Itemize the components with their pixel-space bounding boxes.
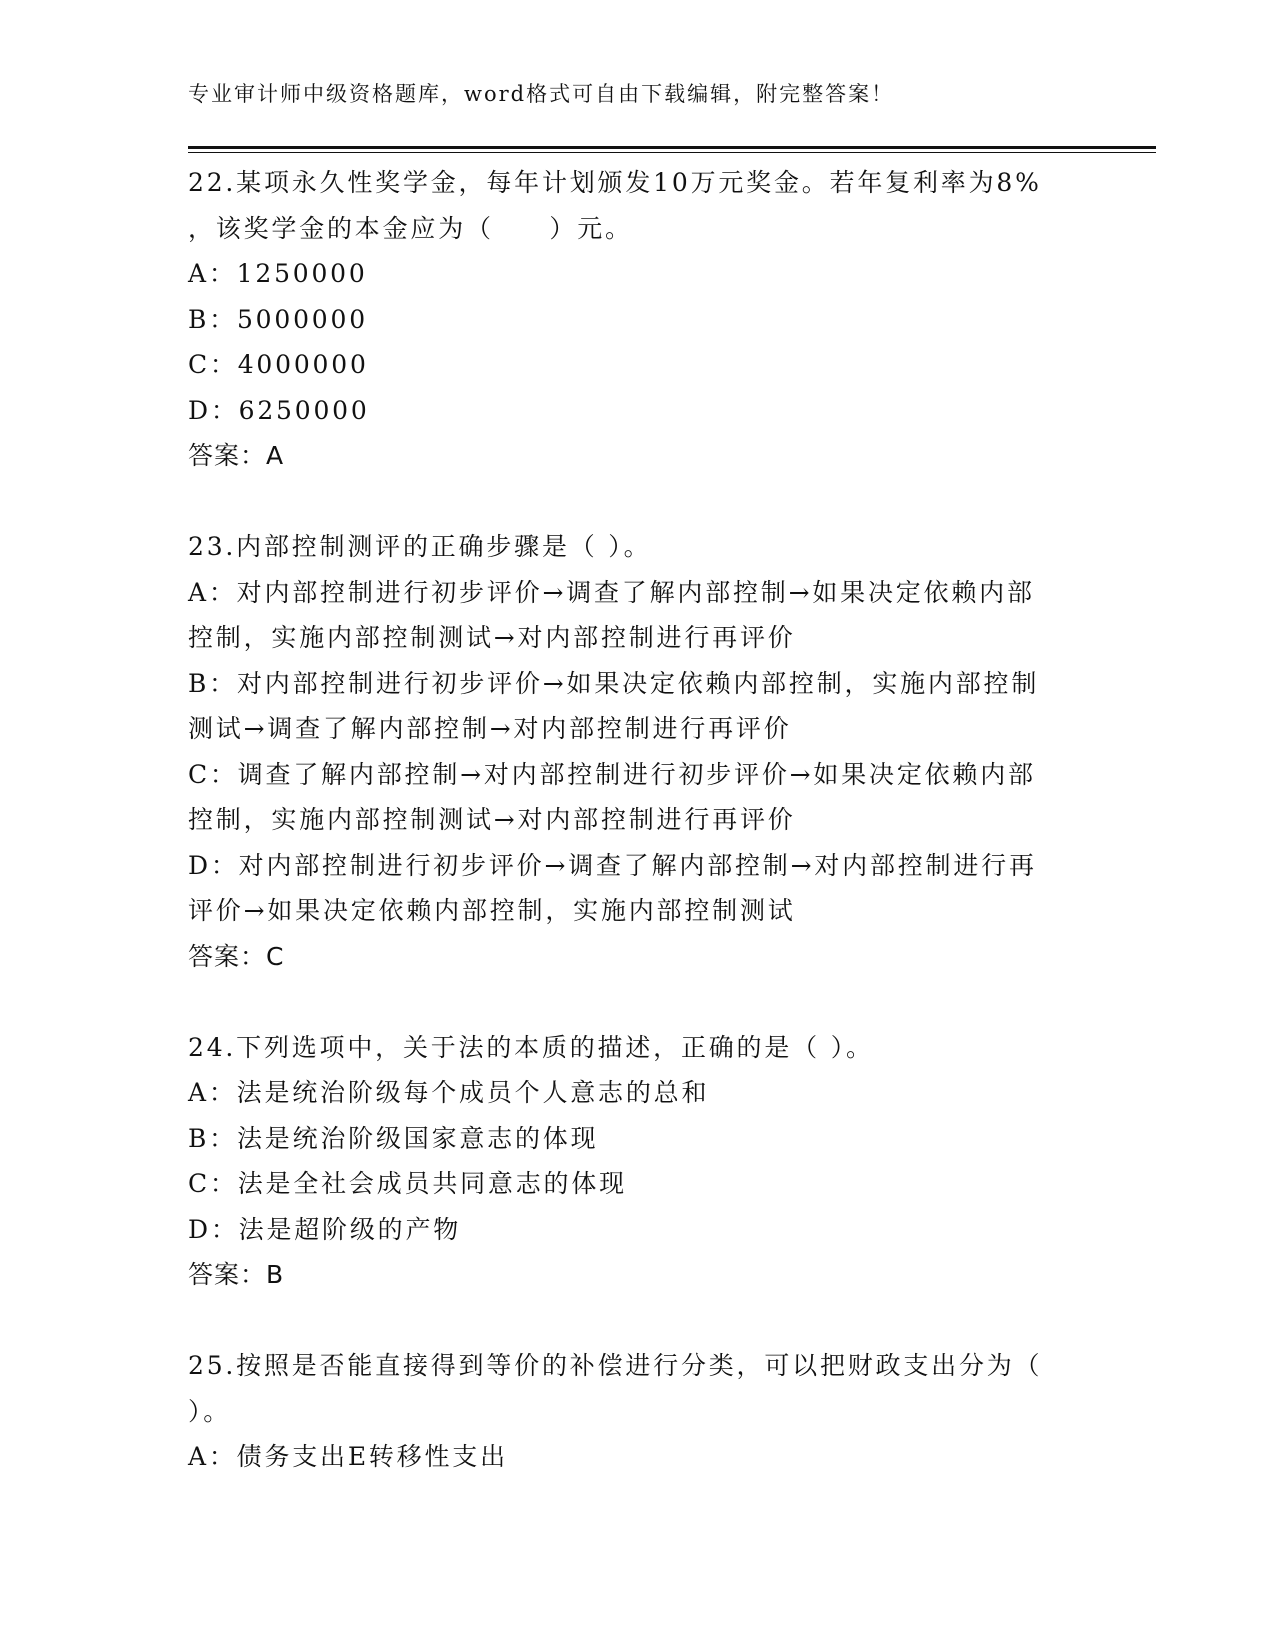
question-stem-line: 25.按照是否能直接得到等价的补偿进行分类，可以把财政支出分为（	[188, 1351, 1043, 1380]
question-stem-line: 22.某项永久性奖学金，每年计划颁发10万元奖金。若年复利率为8%	[188, 168, 1042, 197]
question-stem-line: ，该奖学金的本金应为（ ）元。	[188, 213, 633, 243]
answer-label: 答案：A	[188, 441, 285, 470]
option-a-cont: 控制，实施内部控制测试→对内部控制进行再评价	[188, 623, 796, 652]
question-24	[188, 1025, 1078, 1298]
question-stem-line: 23.内部控制测评的正确步骤是（ ）。	[188, 532, 652, 561]
answer-label: 答案：C	[188, 941, 285, 971]
option-b: B：对内部控制进行初步评价→如果决定依赖内部控制，实施内部控制	[188, 668, 1040, 698]
option-c-cont: 控制，实施内部控制测试→对内部控制进行再评价	[188, 805, 796, 834]
question-stem-line: ）。	[188, 1396, 232, 1426]
option-b-cont: 测试→调查了解内部控制→对内部控制进行再评价	[188, 714, 792, 743]
option-c: C：4000000	[188, 350, 369, 379]
option-b: B：5000000	[188, 304, 368, 334]
question-23	[188, 524, 1078, 979]
option-b: B：法是统治阶级国家意志的体现	[188, 1123, 599, 1153]
option-d-cont: 评价→如果决定依赖内部控制，实施内部控制测试	[188, 896, 796, 925]
option-d: D：对内部控制进行初步评价→调查了解内部控制→对内部控制进行再	[188, 850, 1037, 880]
option-c: C：法是全社会成员共同意志的体现	[188, 1169, 627, 1198]
option-d: D：6250000	[188, 395, 370, 425]
option-c: C：调查了解内部控制→对内部控制进行初步评价→如果决定依赖内部	[188, 759, 1036, 789]
header-rule-thin	[188, 152, 1156, 153]
answer-label: 答案：B	[188, 1260, 285, 1289]
option-a: A：法是统治阶级每个成员个人意志的总和	[188, 1078, 710, 1107]
header-rule-thick	[188, 146, 1156, 149]
question-25	[188, 1343, 1078, 1480]
option-a: A：对内部控制进行初步评价→调查了解内部控制→如果决定依赖内部	[188, 577, 1035, 607]
page-header: 专业审计师中级资格题库，word格式可自由下载编辑，附完整答案！	[188, 82, 895, 106]
option-a: A：1250000	[188, 259, 368, 288]
question-stem-line: 24.下列选项中，关于法的本质的描述，正确的是（ ）。	[188, 1032, 874, 1062]
question-spacer	[188, 479, 1078, 525]
question-22	[188, 160, 1078, 479]
option-d: D：法是超阶级的产物	[188, 1214, 462, 1244]
question-list	[188, 160, 1078, 1480]
question-spacer	[188, 979, 1078, 1025]
option-a: A：债务支出E转移性支出	[188, 1442, 508, 1471]
question-spacer	[188, 1298, 1078, 1344]
